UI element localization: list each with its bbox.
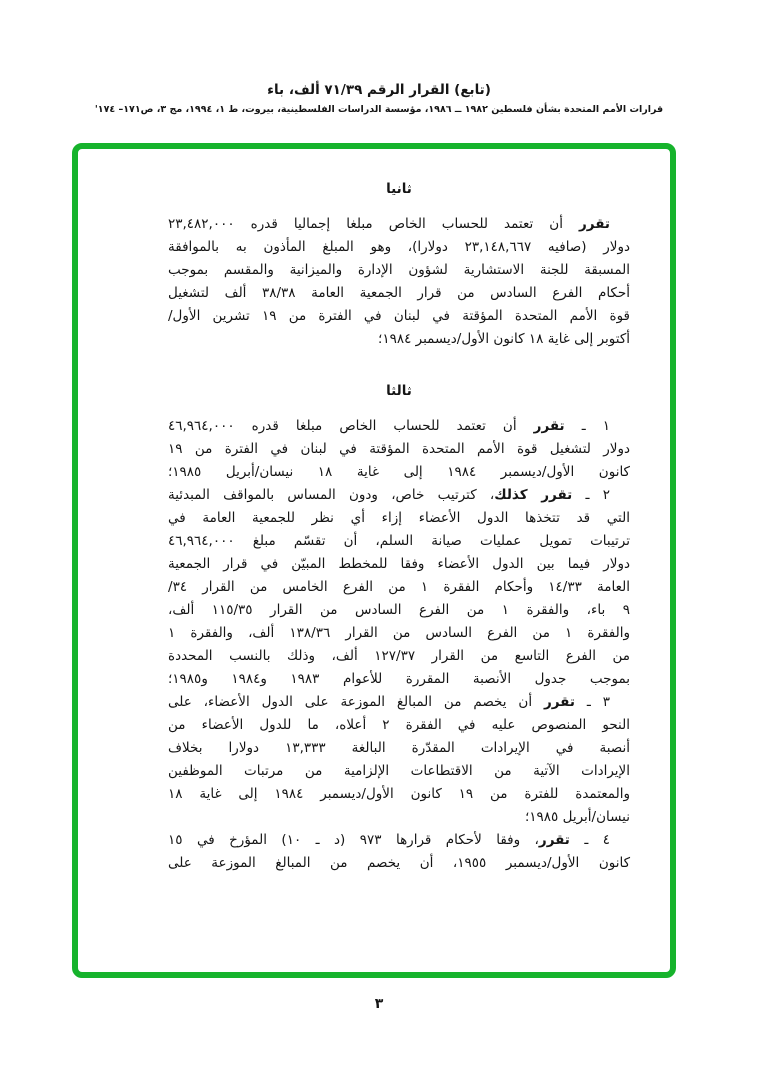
- page-header: [0, 82, 758, 115]
- source-citation: قرارات الأمم المتحدة بشأن فلسطين ١٩٨٢ ــ ١٩٨٦، مؤسسة الدراسات الفلسطينية، بيروت، ط ١، ١٩٩٤، مج ٣، ص١٧١– ١٧٤': [94, 104, 664, 115]
- text-line: المسبقة للجنة الاستشارية لشؤون الإدارة والميزانية والمقسم بموجب: [168, 262, 630, 278]
- document-frame: [72, 143, 676, 978]
- text-line: أكتوبر إلى غاية ١٨ كانون الأول/ديسمبر ١٩٨٤؛: [378, 331, 630, 347]
- text-line: ترتيبات تمويل عمليات صيانة السلم، أن تقسّم مبلغ ٤٦,٩٦٤,٠٠٠: [168, 533, 630, 549]
- text-line: والمعتمدة للفترة من ١٩ كانون الأول/ديسمبر ١٩٨٤ إلى غاية ١٨: [168, 786, 630, 802]
- text-line: أحكام الفرع السادس من قرار الجمعية العامة ٣٨/٣٨ ألف لتشغيل: [168, 285, 630, 301]
- text-line: ٢ ـ تقرر كذلك، كترتيب خاص، ودون المساس بالمواقف المبدئية: [168, 487, 611, 503]
- text-line: التي قد تتخذها الدول الأعضاء إزاء أي نظر للجمعية العامة في: [168, 510, 630, 526]
- section-heading: ثانيا: [386, 181, 412, 197]
- text-line: دولار (صافيه ٢٣,١٤٨,٦٦٧ دولارا)، وهو المبلغ المأذون به بالموافقة: [168, 239, 630, 255]
- text-line: كانون الأول/ديسمبر ١٩٥٥، أن يخصم من المبالغ الموزعة على: [168, 855, 631, 871]
- text-column: [168, 149, 630, 875]
- text-line: نيسان/أبريل ١٩٨٥؛: [525, 809, 630, 825]
- text-line: من الفرع التاسع من القرار ١٢٧/٣٧ ألف، وذلك بالنسب المحددة: [168, 648, 630, 664]
- text-line: الإيرادات الآتية من الاقتطاعات الإلزامية من مرتبات الموظفين: [168, 763, 630, 779]
- text-line: والفقرة ١ من الفرع السادس من القرار ١٣٨/٣٦ ألف، والفقرة ١: [168, 625, 630, 641]
- section-heading: ثالثا: [386, 383, 412, 399]
- text-line: تقرر أن تعتمد للحساب الخاص مبلغا إجماليا قدره ٢٣,٤٨٢,٠٠٠: [168, 216, 610, 232]
- text-line: قوة الأمم المتحدة المؤقتة في لبنان في الفترة من ١٩ تشرين الأول/: [168, 308, 630, 324]
- resolution-title: (تابع) القرار الرقم ٧١/٣٩ ألف، باء: [267, 82, 491, 98]
- text-line: العامة ١٤/٣٣ وأحكام الفقرة ١ من الفرع الخامس من القرار ٣٤/: [168, 579, 630, 595]
- text-line: ٤ ـ تقرر، وفقا لأحكام قرارها ٩٧٣ (د ـ ١٠) المؤرخ في ١٥: [168, 832, 610, 848]
- text-line: ٣ ـ تقرر أن يخصم من المبالغ الموزعة على الدول الأعضاء، على: [168, 694, 610, 710]
- text-line: النحو المنصوص عليه في الفقرة ٢ أعلاه، ما للدول الأعضاء من: [168, 717, 630, 733]
- text-line: كانون الأول/ديسمبر ١٩٨٤ إلى غاية ١٨ نيسان/أبريل ١٩٨٥؛: [168, 464, 630, 480]
- page-number: ٣: [374, 996, 384, 1012]
- text-line: ١ ـ تقرر أن تعتمد للحساب الخاص مبلغا قدره ٤٦,٩٦٤,٠٠٠: [168, 418, 610, 434]
- text-line: أنصبة في الإيرادات المقدّرة البالغة ١٣,٣٣٣ دولارا بخلاف: [168, 740, 630, 756]
- text-line: بموجب جدول الأنصبة المقررة للأعوام ١٩٨٣ و١٩٨٤ و١٩٨٥؛: [168, 671, 631, 687]
- text-line: دولار لتشغيل قوة الأمم المتحدة المؤقتة في لبنان في الفترة من ١٩: [168, 441, 630, 457]
- text-line: ٩ باء، والفقرة ١ من الفرع السادس من القرار ١١٥/٣٥ ألف،: [168, 602, 630, 618]
- text-line: دولار فيما بين الدول الأعضاء وفقا للمخطط المبيّن في قرار الجمعية: [168, 556, 630, 572]
